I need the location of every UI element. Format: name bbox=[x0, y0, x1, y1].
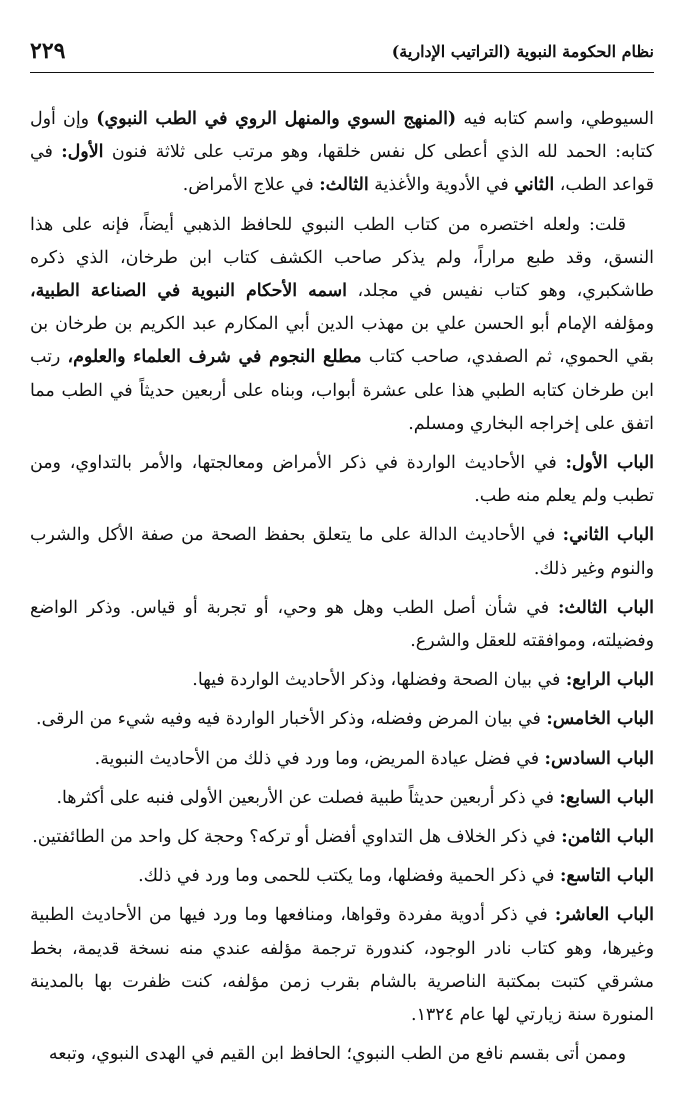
bold-term: مطلع النجوم في شرف العلماء والعلوم، bbox=[67, 347, 362, 368]
paragraph bbox=[30, 447, 654, 513]
running-title: نظام الحكومة النبوية (التراتيب الإدارية) bbox=[391, 42, 654, 61]
bold-term: الباب الخامس: bbox=[546, 709, 654, 730]
bold-term: الباب الثامن: bbox=[561, 827, 654, 848]
text-run: السيوطي، واسم كتابه فيه bbox=[456, 109, 654, 129]
text-run: في الأحاديث الدالة على ما يتعلق بحفظ الصحة من صفة الأكل والشرب والنوم وغير ذلك. bbox=[30, 525, 654, 579]
paragraph bbox=[30, 821, 654, 854]
paragraph bbox=[30, 743, 654, 776]
paragraph bbox=[30, 899, 654, 1032]
paragraph bbox=[30, 209, 654, 441]
paragraph bbox=[30, 860, 654, 893]
text-run: في شأن أصل الطب وهل هو وحي، أو تجربة أو قياس. وذكر الواضع وفضيلته، وموافقته للعقل والشرع. bbox=[30, 597, 654, 652]
text-run: في ذكر الخلاف هل التداوي أفضل أو تركه؟ وحجة كل واحد من الطائفتين. bbox=[32, 827, 562, 848]
paragraph bbox=[30, 592, 654, 658]
text-run: في قواعد الطب، bbox=[30, 142, 654, 196]
text-run: رتب ابن طرخان كتابه الطبي هذا على عشرة أبواب، وبناه على أربعين حديثاً في الطب مما اتفق على إخراجه البخاري ومسلم. bbox=[30, 347, 654, 434]
text-run: في فضل عيادة المريض، وما ورد في ذلك من الأحاديث النبوية. bbox=[94, 748, 545, 769]
bold-term: الثاني bbox=[514, 175, 555, 196]
paragraph bbox=[30, 703, 654, 736]
paragraph bbox=[30, 103, 654, 203]
bold-term: الباب الرابع: bbox=[565, 670, 654, 691]
text-run: قلت: ولعله اختصره من كتاب الطب النبوي للحافظ الذهبي أيضاً، فإنه على هذا النسق، وقد طبع مراراً، ولم يذكر صاحب الكشف كتاب ابن طرخان، الذي ذكره طاشكبري، وهو كتاب نفيس في مجلد، bbox=[30, 214, 654, 302]
text-run: في ذكر أربعين حديثاً طبية فصلت عن الأربعين الأولى فنبه على أكثرها. bbox=[56, 787, 560, 808]
bold-term: الباب الثاني: bbox=[562, 525, 654, 546]
text-run: في بيان المرض وفضله، وذكر الأخبار الواردة فيه وفيه شيء من الرقى. bbox=[36, 709, 547, 730]
text-run: في الأدوية والأغذية bbox=[368, 175, 515, 196]
paragraph bbox=[30, 1038, 654, 1071]
bold-term: الباب العاشر: bbox=[554, 905, 654, 926]
text-run: وإن أول كتابه: الحمد لله الذي أعطى كل نفس خلقها، وهو مرتب على ثلاثة فنون bbox=[30, 109, 654, 163]
bold-term: الأول: bbox=[61, 142, 104, 163]
bold-term: (المنهج السوي والمنهل الروي في الطب النبوي) bbox=[96, 109, 457, 129]
text-run: وممن أتى بقسم نافع من الطب النبوي؛ الحافظ ابن القيم في الهدى النبوي، وتبعه bbox=[48, 1044, 626, 1065]
body-text bbox=[30, 103, 654, 1071]
text-run: ومؤلفه الإمام أبو الحسن علي بن مهذب الدين أبي المكارم عبد الكريم بن طرخان بن بقي الحموي، ثم الصفدي، صاحب كتاب bbox=[30, 314, 654, 368]
text-run: في بيان الصحة وفضلها، وذكر الأحاديث الواردة فيها. bbox=[192, 670, 566, 691]
page-number: ٢٢٩ bbox=[30, 38, 66, 64]
bold-term: الباب السادس: bbox=[544, 748, 654, 769]
bold-term: الباب السابع: bbox=[559, 787, 654, 808]
text-run: في ذكر الحمية وفضلها، وما يكتب للحمى وما ورد في ذلك. bbox=[138, 866, 560, 887]
bold-term: الباب الثالث: bbox=[558, 597, 655, 618]
bold-term: الباب التاسع: bbox=[559, 866, 654, 887]
text-run: في الأحاديث الواردة في ذكر الأمراض ومعالجتها، والأمر بالتداوي، ومن تطبب ولم يعلم منه طب. bbox=[30, 453, 654, 507]
paragraph bbox=[30, 782, 654, 815]
text-run: في علاج الأمراض. bbox=[182, 175, 320, 196]
bold-term: اسمه الأحكام النبوية في الصناعة الطبية، bbox=[30, 281, 347, 302]
paragraph bbox=[30, 519, 654, 585]
book-page bbox=[30, 38, 654, 1077]
text-run: في ذكر أدوية مفردة وقواها، ومنافعها وما ورد فيها من الأحاديث الطبية وغيرها، وهو كتاب نادر الوجود، كندورة ترجمة مؤلفه عندي منه نسخة قديمة، بخط مشرقي كتبت بمكتبة الناصرية بالشام بقرب زمن مؤلفه، كنت ظفرت بها بالمدينة المنورة سنة زيارتي لها عام ١٣٢٤. bbox=[30, 905, 654, 1026]
paragraph bbox=[30, 664, 654, 697]
page-header bbox=[30, 38, 654, 73]
bold-term: الثالث: bbox=[319, 175, 369, 196]
bold-term: الباب الأول: bbox=[565, 453, 654, 474]
